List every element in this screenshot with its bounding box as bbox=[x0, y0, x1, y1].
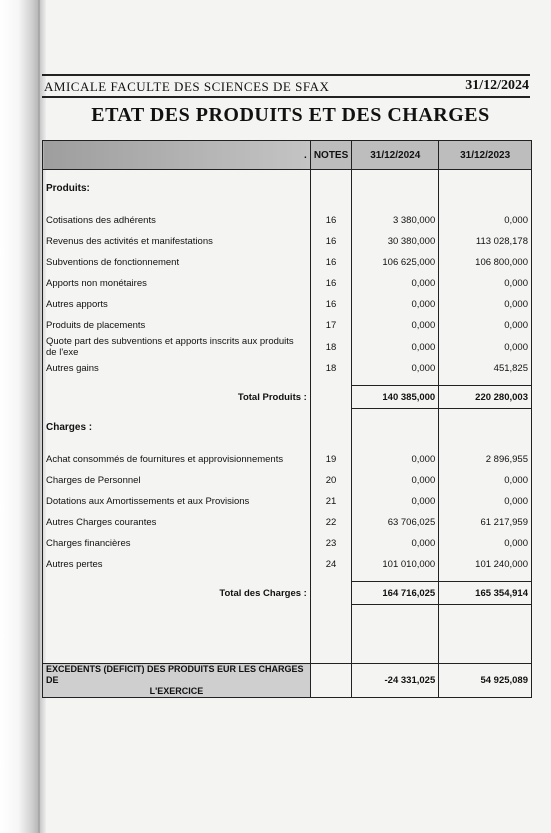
total-charges-row bbox=[43, 582, 532, 605]
row-note: 19 bbox=[310, 449, 351, 470]
spacer-cell bbox=[310, 386, 351, 409]
row-value-2024: 0,000 bbox=[352, 294, 439, 315]
spacer-cell bbox=[310, 200, 351, 210]
row-value-2023: 451,825 bbox=[439, 358, 532, 379]
row-value-2023: 106 800,000 bbox=[439, 252, 532, 273]
row-note: 23 bbox=[310, 533, 351, 554]
total-label: Total Produits : bbox=[43, 386, 311, 409]
row-value-2024: 3 380,000 bbox=[352, 210, 439, 231]
row-label: Charges de Personnel bbox=[43, 470, 311, 491]
row-value-2024: 101 010,000 bbox=[352, 554, 439, 575]
row-note: 18 bbox=[310, 358, 351, 379]
table-row bbox=[43, 491, 532, 512]
spacer-cell bbox=[310, 415, 351, 439]
notes-column-header: NOTES bbox=[310, 141, 351, 170]
row-label: Subventions de fonctionnement bbox=[43, 252, 311, 273]
table-row bbox=[43, 533, 532, 554]
total-value-2023: 220 280,003 bbox=[439, 386, 532, 409]
table-row bbox=[43, 315, 532, 336]
table-row bbox=[43, 294, 532, 315]
row-label: Cotisations des adhérents bbox=[43, 210, 311, 231]
row-note: 21 bbox=[310, 491, 351, 512]
row-label: Autres pertes bbox=[43, 554, 311, 575]
total-value-2024: 140 385,000 bbox=[352, 386, 439, 409]
row-label: Achat consommés de fournitures et approvisionnements bbox=[43, 449, 311, 470]
table-row bbox=[43, 512, 532, 533]
row-value-2024: 30 380,000 bbox=[352, 231, 439, 252]
row-note: 18 bbox=[310, 336, 351, 358]
row-value-2023: 0,000 bbox=[439, 336, 532, 358]
table-row bbox=[43, 554, 532, 575]
row-value-2023: 0,000 bbox=[439, 294, 532, 315]
row-label: Dotations aux Amortissements et aux Provisions bbox=[43, 491, 311, 512]
row-value-2024: 0,000 bbox=[352, 533, 439, 554]
table-row bbox=[43, 358, 532, 379]
table-header-row bbox=[43, 141, 532, 170]
organization-name: AMICALE FACULTE DES SCIENCES DE SFAX bbox=[44, 79, 330, 94]
table-row bbox=[43, 210, 532, 231]
spacer-cell bbox=[439, 605, 532, 664]
spacer-cell bbox=[310, 664, 351, 698]
result-value-2023: 54 925,089 bbox=[439, 664, 532, 698]
year-2023-column-header: 31/12/2023 bbox=[439, 141, 532, 170]
total-value-2024: 164 716,025 bbox=[352, 582, 439, 605]
row-label: Charges financières bbox=[43, 533, 311, 554]
header-date: 31/12/2024 bbox=[465, 78, 529, 93]
spacer-cell bbox=[43, 605, 311, 664]
row-value-2024: 0,000 bbox=[352, 470, 439, 491]
spacer-row bbox=[43, 439, 532, 449]
row-value-2024: 63 706,025 bbox=[352, 512, 439, 533]
result-label-line1: EXCEDENTS (DEFICIT) DES PRODUITS EUR LES CHARGES DE bbox=[46, 664, 304, 685]
row-note: 24 bbox=[310, 554, 351, 575]
row-label: Autres Charges courantes bbox=[43, 512, 311, 533]
spacer-cell bbox=[439, 176, 532, 200]
page-title: ETAT DES PRODUITS ET DES CHARGES bbox=[91, 104, 490, 126]
row-value-2024: 0,000 bbox=[352, 273, 439, 294]
spacer-cell bbox=[352, 605, 439, 664]
row-note: 16 bbox=[310, 273, 351, 294]
row-value-2023: 0,000 bbox=[439, 315, 532, 336]
row-value-2023: 2 896,955 bbox=[439, 449, 532, 470]
section-heading: Produits: bbox=[43, 176, 311, 200]
table-row bbox=[43, 273, 532, 294]
row-label: Quote part des subventions et apports inscrits aux produits de l'exe bbox=[43, 336, 311, 358]
table-row bbox=[43, 336, 532, 358]
spacer-cell bbox=[43, 439, 311, 449]
charges-section-heading bbox=[43, 415, 532, 439]
spacer-cell bbox=[310, 439, 351, 449]
row-value-2024: 0,000 bbox=[352, 491, 439, 512]
spacer-cell bbox=[352, 176, 439, 200]
row-note: 20 bbox=[310, 470, 351, 491]
row-value-2023: 0,000 bbox=[439, 210, 532, 231]
row-value-2023: 0,000 bbox=[439, 470, 532, 491]
spacer-cell bbox=[439, 439, 532, 449]
spacer-cell bbox=[439, 415, 532, 439]
row-label: Autres apports bbox=[43, 294, 311, 315]
row-label: Autres gains bbox=[43, 358, 311, 379]
row-value-2024: 106 625,000 bbox=[352, 252, 439, 273]
row-value-2023: 0,000 bbox=[439, 533, 532, 554]
total-produits-row bbox=[43, 386, 532, 409]
table-row bbox=[43, 231, 532, 252]
income-statement-table bbox=[42, 140, 532, 698]
section-heading: Charges : bbox=[43, 415, 311, 439]
spacer-row bbox=[43, 605, 532, 664]
row-value-2024: 0,000 bbox=[352, 336, 439, 358]
row-note: 16 bbox=[310, 294, 351, 315]
spacer-cell bbox=[352, 415, 439, 439]
row-value-2023: 0,000 bbox=[439, 273, 532, 294]
total-value-2023: 165 354,914 bbox=[439, 582, 532, 605]
row-value-2023: 101 240,000 bbox=[439, 554, 532, 575]
total-label: Total des Charges : bbox=[43, 582, 311, 605]
produits-section-heading bbox=[43, 176, 532, 200]
spacer-cell bbox=[43, 200, 311, 210]
row-label: Apports non monétaires bbox=[43, 273, 311, 294]
row-value-2023: 113 028,178 bbox=[439, 231, 532, 252]
table-row bbox=[43, 252, 532, 273]
row-value-2023: 0,000 bbox=[439, 491, 532, 512]
result-label-line2: L'EXERCICE bbox=[149, 686, 204, 696]
row-note: 17 bbox=[310, 315, 351, 336]
year-2024-column-header: 31/12/2024 bbox=[352, 141, 439, 170]
row-label: Revenus des activités et manifestations bbox=[43, 231, 311, 252]
row-note: 16 bbox=[310, 252, 351, 273]
spacer-cell bbox=[310, 605, 351, 664]
label-column-header: . bbox=[43, 141, 311, 170]
result-value-2024: -24 331,025 bbox=[352, 664, 439, 698]
spacer-cell bbox=[352, 439, 439, 449]
spacer-cell bbox=[310, 176, 351, 200]
spacer-cell bbox=[352, 200, 439, 210]
row-note: 22 bbox=[310, 512, 351, 533]
spacer-row bbox=[43, 200, 532, 210]
row-value-2023: 61 217,959 bbox=[439, 512, 532, 533]
result-row bbox=[43, 664, 532, 698]
row-value-2024: 0,000 bbox=[352, 449, 439, 470]
row-label: Produits de placements bbox=[43, 315, 311, 336]
table-row bbox=[43, 449, 532, 470]
table-row bbox=[43, 470, 532, 491]
row-value-2024: 0,000 bbox=[352, 358, 439, 379]
spacer-cell bbox=[439, 200, 532, 210]
row-value-2024: 0,000 bbox=[352, 315, 439, 336]
spacer-cell bbox=[310, 582, 351, 605]
row-note: 16 bbox=[310, 231, 351, 252]
row-note: 16 bbox=[310, 210, 351, 231]
result-label bbox=[43, 664, 311, 698]
